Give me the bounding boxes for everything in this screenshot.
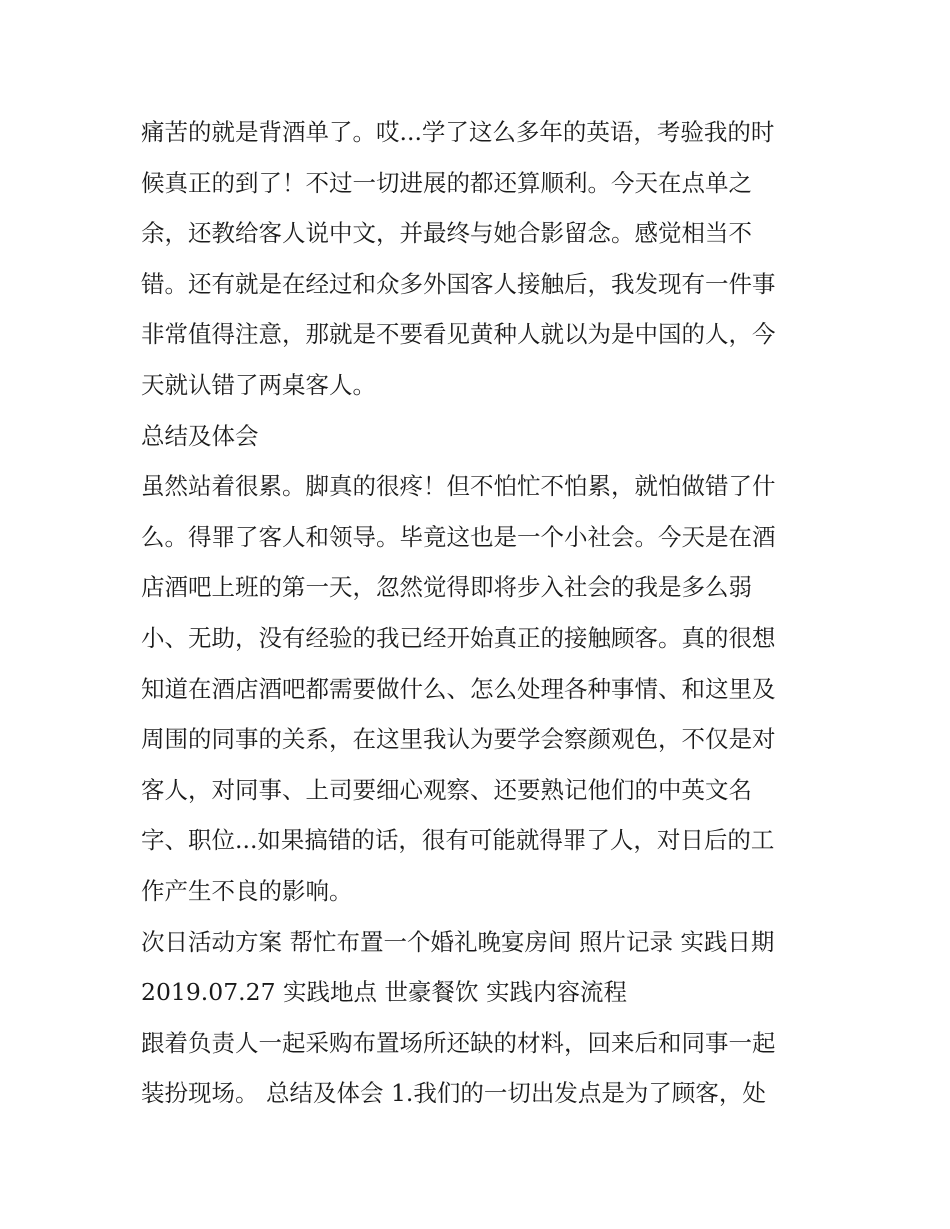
- text-line: 跟着负责人一起采购布置场所还缺的材料，回来后和同事一起: [141, 1028, 776, 1057]
- paragraph-bar-shift-log: [141, 107, 813, 411]
- text-line: 店酒吧上班的第一天，忽然觉得即将步入社会的我是多么弱: [141, 573, 752, 602]
- text-line: 么。得罪了客人和领导。毕竟这也是一个小社会。今天是在酒: [141, 522, 776, 551]
- text-line: 错。还有就是在经过和众多外国客人接触后，我发现有一件事: [141, 269, 776, 298]
- paragraph-activity-plan: [141, 917, 813, 1018]
- text-line: 作产生不良的影响。: [141, 876, 353, 905]
- document-body: [141, 107, 813, 1119]
- text-line: 次日活动方案 帮忙布置一个婚礼晚宴房间 照片记录 实践日期: [141, 927, 775, 956]
- text-line: 客人，对同事、上司要细心观察、还要熟记他们的中英文名: [141, 775, 752, 804]
- text-line: 非常值得注意，那就是不要看见黄种人就以为是中国的人，今: [141, 320, 776, 349]
- text-line: 候真正的到了！不过一切进展的都还算顺利。今天在点单之: [141, 168, 752, 197]
- section-heading-text: 总结及体会: [141, 421, 259, 450]
- text-line: 余，还教给客人说中文，并最终与她合影留念。感觉相当不: [141, 219, 752, 248]
- text-line: 痛苦的就是背酒单了。哎...学了这么多年的英语，考验我的时: [141, 118, 775, 146]
- text-line: 装扮现场。 总结及体会 1.我们的一切出发点是为了顾客，处: [141, 1079, 766, 1108]
- text-line: 知道在酒店酒吧都需要做什么、怎么处理各种事情、和这里及: [141, 674, 776, 703]
- paragraph-preparation: [141, 1018, 813, 1119]
- text-line: 小、无助，没有经验的我已经开始真正的接触顾客。真的很想: [141, 623, 776, 652]
- paragraph-summary: [141, 461, 813, 916]
- section-heading: [141, 411, 813, 462]
- text-line: 虽然站着很累。脚真的很疼！但不怕忙不怕累，就怕做错了什: [141, 472, 776, 501]
- text-line: 周围的同事的关系，在这里我认为要学会察颜观色，不仅是对: [141, 725, 776, 754]
- text-line: 天就认错了两桌客人。: [141, 370, 376, 399]
- text-line: 2019.07.27 实践地点 世豪餐饮 实践内容流程: [141, 978, 627, 1007]
- text-line: 字、职位...如果搞错的话，很有可能就得罪了人，对日后的工: [141, 826, 775, 855]
